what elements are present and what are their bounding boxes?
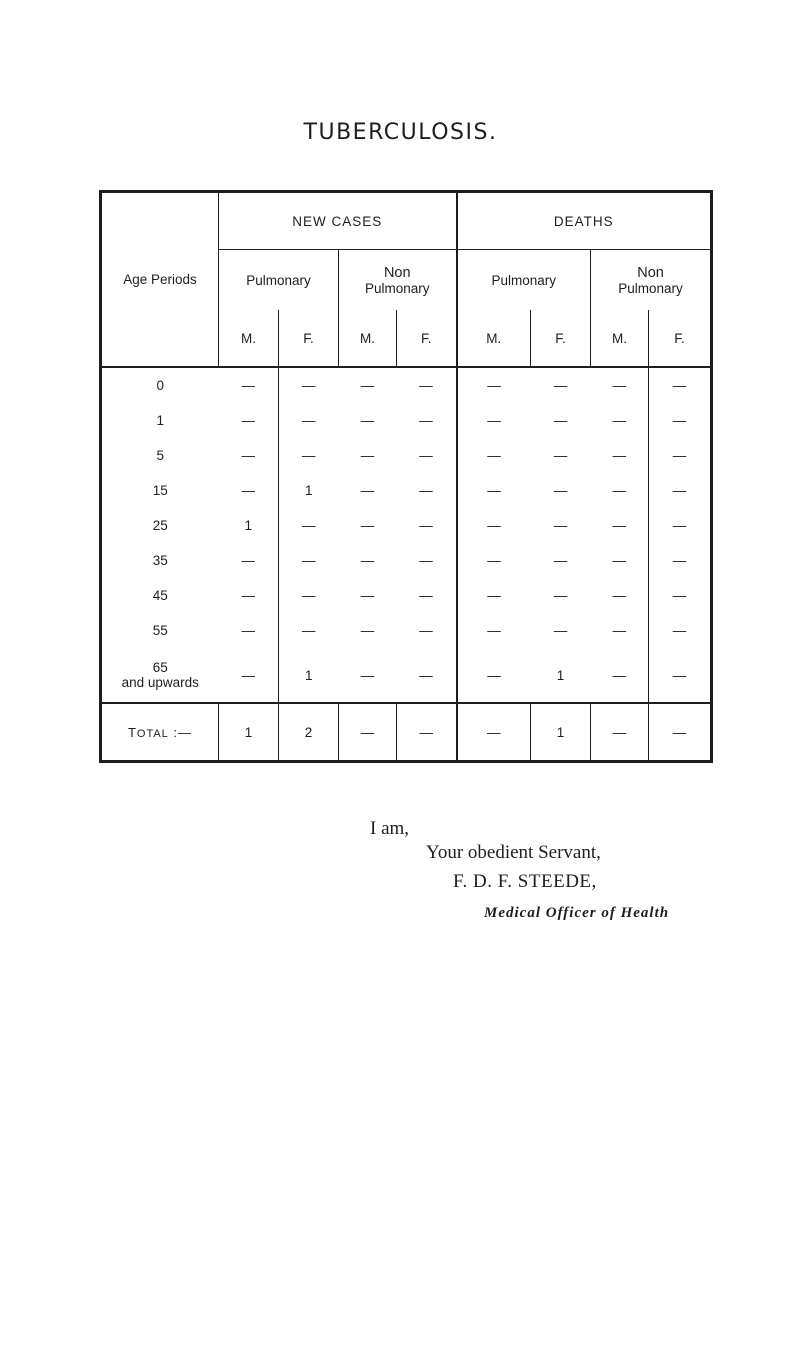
table-cell: — xyxy=(419,413,433,428)
table-cell: — xyxy=(241,588,255,603)
table-row xyxy=(101,508,712,543)
new-cases-pulmonary-header: Pulmonary xyxy=(219,250,339,311)
table-cell: — xyxy=(241,448,255,463)
table-cell: — xyxy=(419,483,433,498)
age-period-cell xyxy=(101,613,219,648)
table-cell: — xyxy=(419,588,433,603)
table-cell: — xyxy=(553,483,568,498)
table-cell: — xyxy=(612,413,627,428)
total-label-rest: OTAL xyxy=(136,727,169,740)
age-period-cell xyxy=(101,648,219,703)
table-cell: — xyxy=(649,438,712,473)
table-cell: — xyxy=(419,553,433,568)
table-cell: 1 xyxy=(244,518,252,533)
age-period-cell xyxy=(101,508,219,543)
age-value: 45 xyxy=(152,588,168,603)
nc-pul-f-header: F. xyxy=(279,310,339,367)
d-pul-m-header: M. xyxy=(457,310,531,367)
age-period-cell xyxy=(101,578,219,613)
table-cell: — xyxy=(419,623,433,638)
table-cell: — xyxy=(612,448,627,463)
total-cell: 2 xyxy=(279,703,339,762)
table-cell: 1 xyxy=(556,667,565,683)
deaths-pulmonary-header: Pulmonary xyxy=(457,250,591,311)
table-cell: — xyxy=(339,367,397,403)
table-cell: — xyxy=(612,483,627,498)
closing-servant: Your obedient Servant, xyxy=(426,842,601,863)
table-cell: — xyxy=(241,413,255,428)
table-cell: — xyxy=(457,613,531,648)
table-cell: — xyxy=(649,508,712,543)
nc-nonpul-m-header: M. xyxy=(339,310,397,367)
non-pulmonary-line2: Pulmonary xyxy=(364,280,430,296)
age-value: 55 xyxy=(152,623,168,638)
table-cell: — xyxy=(279,367,339,403)
table-cell: — xyxy=(649,648,712,703)
table-cell: — xyxy=(553,553,568,568)
table-cell: — xyxy=(279,578,339,613)
table-cell: — xyxy=(649,543,712,578)
age-value: 65 xyxy=(152,660,168,675)
table-cell: — xyxy=(612,553,627,568)
table-cell: — xyxy=(457,648,531,703)
table-cell: — xyxy=(531,367,591,403)
table-cell: — xyxy=(241,623,255,638)
d-nonpul-m-header: M. xyxy=(591,310,649,367)
total-label-suffix: :— xyxy=(168,724,193,740)
table-row xyxy=(101,613,712,648)
table-cell: — xyxy=(279,403,339,438)
table-cell: — xyxy=(457,438,531,473)
table-cell: — xyxy=(612,623,627,638)
table-cell: — xyxy=(649,613,712,648)
table-cell: — xyxy=(649,403,712,438)
table-cell: 1 xyxy=(279,473,339,508)
table-cell: — xyxy=(612,588,627,603)
table-cell: — xyxy=(360,623,375,638)
table-cell: — xyxy=(360,588,375,603)
table-cell: — xyxy=(649,367,712,403)
table-cell: — xyxy=(553,623,568,638)
table-cell: — xyxy=(649,473,712,508)
deaths-non-pulmonary-header xyxy=(591,250,712,311)
table-cell: — xyxy=(279,543,339,578)
age-periods-header: Age Periods xyxy=(123,272,197,287)
nc-nonpul-f-header: F. xyxy=(397,310,457,367)
new-cases-header: NEW CASES xyxy=(219,192,457,250)
age-value-line2: and upwards xyxy=(121,675,199,690)
table-cell: — xyxy=(612,667,627,683)
table-cell: 1 xyxy=(279,648,339,703)
non-pulmonary-line1: Non xyxy=(637,264,664,281)
table-cell: — xyxy=(360,483,375,498)
table-cell: — xyxy=(360,448,375,463)
table-cell: — xyxy=(279,508,339,543)
total-cell: — xyxy=(339,703,397,762)
table-cell: — xyxy=(553,588,568,603)
age-value: 1 xyxy=(156,413,164,428)
age-value: 15 xyxy=(152,483,168,498)
closing-line: I am, xyxy=(370,818,410,839)
d-pul-f-header: F. xyxy=(531,310,591,367)
age-value: 0 xyxy=(156,378,164,393)
total-label xyxy=(101,703,219,762)
signature-title: Medical Officer of Health xyxy=(484,905,670,921)
table-cell: — xyxy=(419,667,433,683)
tuberculosis-table xyxy=(99,190,713,763)
table-cell: — xyxy=(649,578,712,613)
table-row xyxy=(101,367,712,403)
age-period-cell xyxy=(101,543,219,578)
table-cell: — xyxy=(360,413,375,428)
total-cell: 1 xyxy=(219,703,279,762)
table-row xyxy=(101,543,712,578)
age-value: 5 xyxy=(156,448,164,463)
total-cell: — xyxy=(397,703,457,762)
age-period-cell xyxy=(101,438,219,473)
table-row xyxy=(101,648,712,703)
table-cell: — xyxy=(457,508,531,543)
table-cell: — xyxy=(241,667,255,683)
table-cell: — xyxy=(457,367,531,403)
age-period-cell xyxy=(101,403,219,438)
table-cell: — xyxy=(457,543,531,578)
age-period-cell xyxy=(101,473,219,508)
age-value: 35 xyxy=(152,553,168,568)
table-cell: — xyxy=(397,367,457,403)
table-cell: — xyxy=(219,367,279,403)
total-cell: — xyxy=(591,703,649,762)
table-cell: — xyxy=(553,413,568,428)
table-cell: — xyxy=(360,667,375,683)
table-row xyxy=(101,403,712,438)
table-cell: — xyxy=(241,553,255,568)
page-title: TUBERCULOSIS. xyxy=(303,120,498,145)
non-pulmonary-line1: Non xyxy=(383,264,411,281)
d-nonpul-f-header: F. xyxy=(649,310,712,367)
table-row xyxy=(101,473,712,508)
table-cell: — xyxy=(279,613,339,648)
table-cell: — xyxy=(419,448,433,463)
table-cell: — xyxy=(457,578,531,613)
table-cell: — xyxy=(553,518,568,533)
table-row xyxy=(101,438,712,473)
table-cell: — xyxy=(591,367,649,403)
new-cases-non-pulmonary-header xyxy=(339,250,457,311)
table-cell: — xyxy=(419,518,433,533)
table-cell: — xyxy=(457,473,531,508)
age-value: 25 xyxy=(152,518,168,533)
total-cell: 1 xyxy=(531,703,591,762)
table-row xyxy=(101,578,712,613)
table-cell: — xyxy=(553,448,568,463)
total-cell: — xyxy=(649,703,712,762)
table-cell: — xyxy=(241,483,255,498)
total-cell: — xyxy=(457,703,531,762)
deaths-header: DEATHS xyxy=(457,192,712,250)
table-cell: — xyxy=(360,553,375,568)
non-pulmonary-line2: Pulmonary xyxy=(618,280,683,296)
table-cell: — xyxy=(612,518,627,533)
table-cell: — xyxy=(279,438,339,473)
table-cell: — xyxy=(360,518,375,533)
signature: F. D. F. STEEDE, xyxy=(453,871,597,892)
age-period-cell xyxy=(101,367,219,403)
nc-pul-m-header: M. xyxy=(219,310,279,367)
table-cell: — xyxy=(457,403,531,438)
total-label-first: T xyxy=(127,724,137,740)
